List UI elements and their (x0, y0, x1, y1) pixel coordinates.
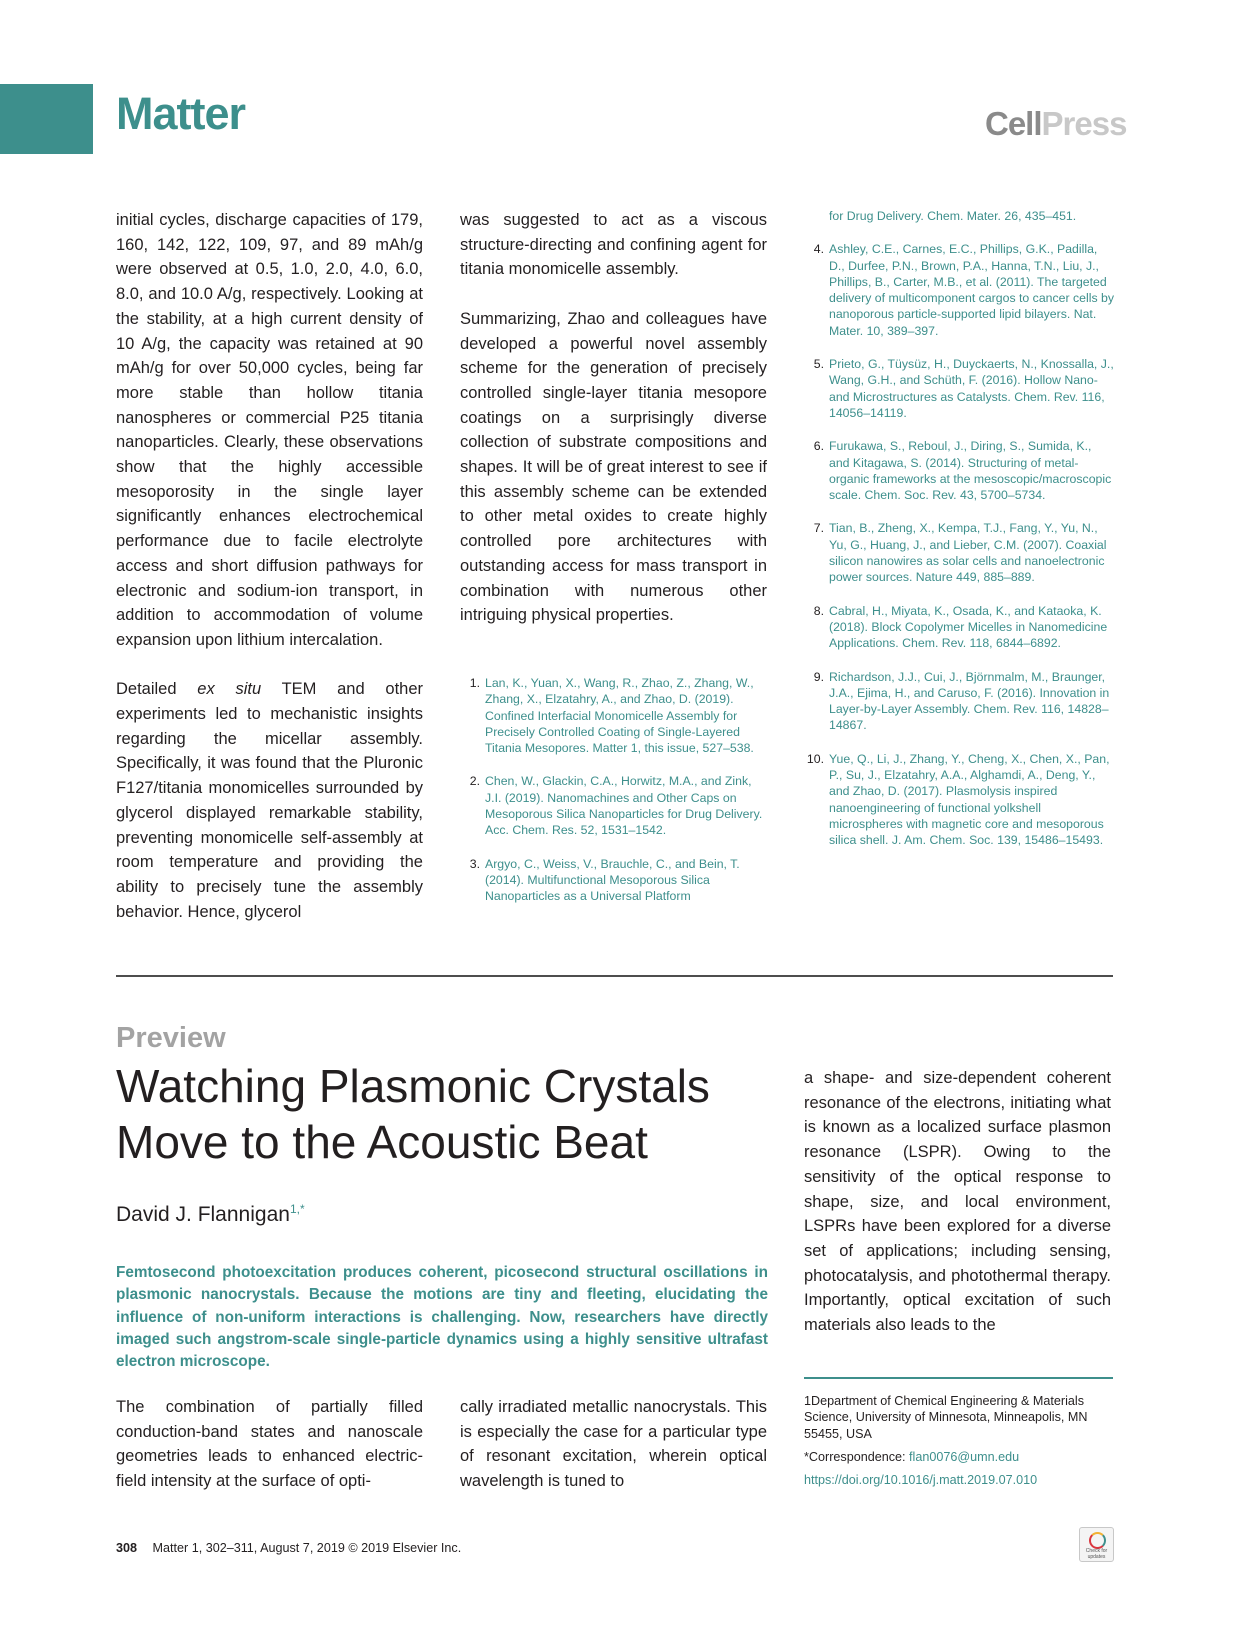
reference-item[interactable]: 10. Yue, Q., Li, J., Zhang, Y., Cheng, X., Chen, X., Pan, P., Su, J., Elzatahry, A.A., Alghamdi, A., Deng, Y., and Zhao, D. (2017). Plasmolysis inspired nanoengineering of functional yolkshell microspheres with magnetic core and mesoporous silica shell. J. Am. Chem. Soc. 139, 15486–15493. (806, 751, 1110, 848)
reference-item[interactable]: 4. Ashley, C.E., Carnes, E.C., Phillips, G.K., Padilla, D., Durfee, P.N., Brown, P.A., Hanna, T.N., Liu, J., Phillips, B., Carter, M.B., et al. (2011). The targeted delivery of multicomponent cargos to cancer cells by nanoporous particle-supported lipid bilayers. Nat. Mater. 10, 389–397. (813, 242, 1115, 338)
reference-item[interactable]: 5. Prieto, G., Tüysüz, H., Duyckaerts, N., Knossalla, J., Wang, G.H., and Schüth, F. (2016). Hollow Nano- and Microstructures as Catalysts. Chem. Rev. 116, 14056–14119. (813, 357, 1114, 420)
badge-label: Check for updates (1085, 1548, 1108, 1560)
affiliation-block (804, 1393, 1113, 1495)
doi-link[interactable]: https://doi.org/10.1016/j.matt.2019.07.010 (804, 1473, 1038, 1488)
journal-title: Matter (116, 88, 246, 139)
body-column-3 (116, 1395, 423, 1519)
article-type-label: Preview (116, 1022, 226, 1054)
correspondence: *Correspondence: flan0076@umn.edu (804, 1449, 1020, 1464)
reference-item[interactable]: 8. Cabral, H., Miyata, K., Osada, K., and Kataoka, K. (2018). Block Copolymer Micelles in Nanomedicine Applications. Chem. Rev. 118, 6844–6892. (813, 603, 1108, 651)
affiliation-text: 1Department of Chemical Engineering & Materials Science, University of Minnesota, Minneapolis, MN 55455, USA (804, 1394, 1088, 1441)
paragraph: cally irradiated metallic nanocrystals. This is especially the case for a particular type of resonant excitation, wherein optical wavelength is tuned to (460, 1398, 767, 1491)
page-number: 308 (116, 1541, 138, 1555)
paragraph: Detailed ex situ TEM and other experiments led to mechanistic insights regarding the micellar assembly. Specifically, it was found that the Pluronic F127/titania monomicelles surrounded by glycerol displayed remarkable stability, preventing monomicelle self-assembly at room temperature and providing the ability to precisely tune the assembly behavior. Hence, glycerol (116, 680, 424, 921)
page-footer (116, 1541, 461, 1555)
publisher-logo-cell: Cell (985, 105, 1042, 142)
article-abstract: Femtosecond photoexcitation produces coherent, picosecond structural oscillations in plasmonic nanocrystals. Because the motions are tiny and fleeting, elucidating the influence of non-uniform interactions is challenging. Now, researchers have directly imaged such angstrom-scale single-particle dynamics using a highly sensitive ultrafast electron microscope. (116, 1264, 768, 1371)
author-name: David J. Flannigan (116, 1203, 290, 1226)
reference-list-right (804, 208, 1114, 866)
paragraph: a shape- and size-dependent coherent resonance of the electrons, initiating what is known as a localized surface plasmon resonance (LSPR). Owing to the sensitivity of the optical response to shape, size, and local environment, LSPRs have been explored for a diverse set of applications; including sensing, photocatalysis, and photothermal therapy. Importantly, optical excitation of such materials also leads to the (804, 1069, 1111, 1335)
body-column-5 (804, 1066, 1111, 1362)
author-affiliation-marker[interactable]: 1,* (289, 1202, 305, 1216)
article-title: Watching Plasmonic Crystals Move to the Acoustic Beat (116, 1060, 710, 1168)
publisher-logo (985, 105, 1126, 143)
body-column-1 (116, 208, 423, 949)
reference-item[interactable]: 9. Richardson, J.J., Cui, J., Björnmalm, M., Braunger, J.A., Ejima, H., and Caruso, F. (2016). Innovation in Layer-by-Layer Assembly. Chem. Rev. 116, 14828–14867. (813, 669, 1110, 733)
paragraph: was suggested to act as a viscous structure-directing and confining agent for titania monomicelle assembly. (460, 211, 767, 279)
citation-line: Matter 1, 302–311, August 7, 2019 © 2019 Elsevier Inc. (152, 1541, 462, 1555)
section-divider (116, 975, 1113, 977)
paragraph: Summarizing, Zhao and colleagues have developed a powerful novel assembly scheme for the generation of precisely controlled single-layer titania mesopore coatings on a surprisingly diverse collection of substrate compositions and shapes. It will be of great interest to see if this assembly scheme can be extended to other metal oxides to create highly controlled pore architectures with outstanding access for mass transport in combination with numerous other intriguing physical properties. (460, 309, 767, 625)
email-link[interactable]: flan0076@umn.edu (909, 1449, 1020, 1464)
paragraph: initial cycles, discharge capacities of 179, 160, 142, 122, 109, 97, and 89 mAh/g were observed at 0.5, 1.0, 2.0, 4.0, 6.0, 8.0, and 10.0 A/g, respectively. Looking at the stability, at a high current density of 10 A/g, the capacity was retained at 90 mAh/g for over 50,000 cycles, being far more stable than hollow titania nanospheres or commercial P25 titania nanoparticles. Clearly, these observations show that the highly accessible mesoporosity in the single layer significantly enhances electrochemical performance due to facile electrolyte access and short diffusion pathways for electronic and sodium-ion transport, in addition to accommodation of volume expansion upon lithium intercalation. (116, 211, 423, 649)
reference-list-middle (460, 675, 770, 922)
reference-item[interactable]: 1. Lan, K., Yuan, X., Wang, R., Zhao, Z., Zhang, W., Zhang, X., Elzatahry, A., and Zhao, D. (2019). Confined Interfacial Monomicelle Assembly for Precisely Controlled Coating of Single-Layered Titania Mesopores. Matter 1, this issue, 527–538. (469, 676, 754, 756)
author-line (116, 1202, 305, 1227)
publisher-logo-press: Press (1041, 105, 1127, 142)
reference-item[interactable]: 6. Furukawa, S., Reboul, J., Diring, S., Sumida, K., and Kitagawa, S. (2014). Structuring of metal-organic frameworks at the mesoscopic/macroscopic scale. Chem. Soc. Rev. 43, 5700–5734. (813, 439, 1112, 503)
paragraph: The combination of partially filled conduction-band states and nanoscale geometries leads to enhanced electric-field intensity at the surface of opti- (116, 1398, 423, 1491)
affiliation-rule (804, 1377, 1113, 1379)
reference-item[interactable]: 7. Tian, B., Zheng, X., Kempa, T.J., Fang, Y., Yu, N., Yu, G., Huang, J., and Lieber, C.M. (2007). Coaxial silicon nanowires as solar cells and nanoelectronic power sources. Nature 449, 885–889. (813, 521, 1107, 585)
check-for-updates-badge[interactable] (1079, 1527, 1114, 1562)
reference-continuation[interactable]: for Drug Delivery. Chem. Mater. 26, 435–451. (829, 209, 1077, 223)
body-column-4 (460, 1395, 767, 1519)
header-accent-block (0, 84, 93, 154)
body-column-2 (460, 208, 767, 653)
reference-item[interactable]: 3. Argyo, C., Weiss, V., Brauchle, C., and Bein, T. (2014). Multifunctional Mesoporous Silica Nanoparticles as a Universal Platform (469, 856, 740, 904)
reference-item[interactable]: 2. Chen, W., Glackin, C.A., Horwitz, M.A., and Zink, J.I. (2019). Nanomachines and Other Caps on Mesoporous Silica Nanoparticles for Drug Delivery. Acc. Chem. Res. 52, 1531–1542. (469, 774, 763, 838)
update-icon (1089, 1532, 1106, 1549)
